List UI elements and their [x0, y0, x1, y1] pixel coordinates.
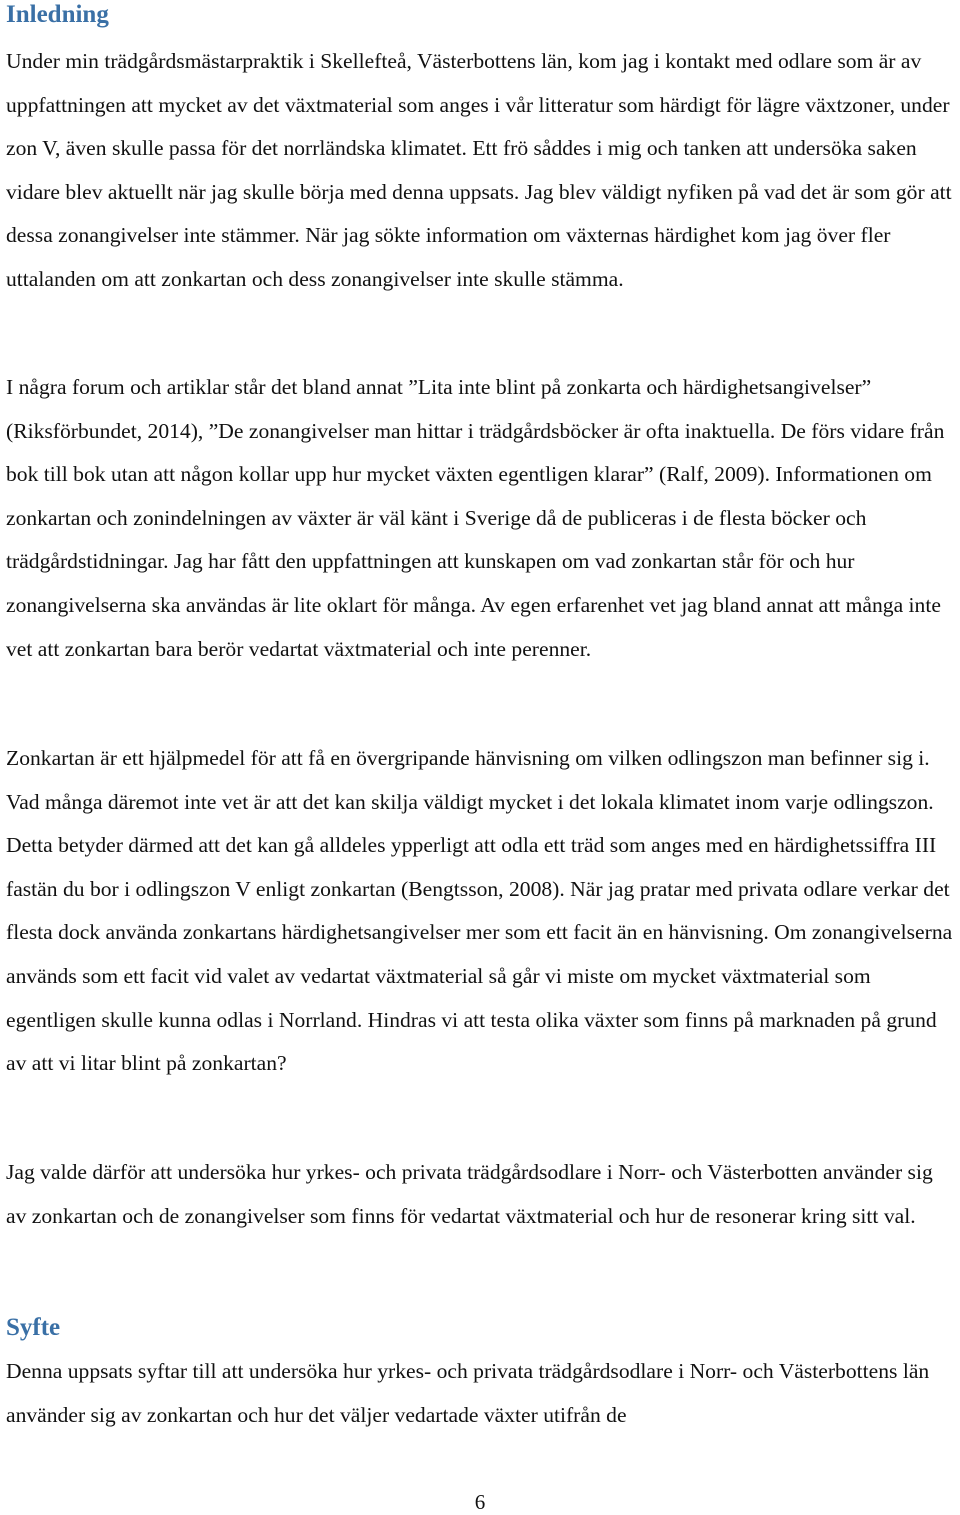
paragraph-intro-3: Zonkartan är ett hjälpmedel för att få en övergripande hänvisning om vilken odlingszon man befinner sig i. Vad många däremot inte vet är att det kan skilja väldigt mycket i det lokala klimatet inom varje odlingszon. Detta betyder därmed att det kan gå alldeles ypperligt att odla ett träd som anges med en härdighetssiffra III fastän du bor i odlingszon V enligt zonkartan (Bengtsson, 2008). När jag pratar med privata odlare verkar det flesta dock använda zonkartans härdighetsangivelser mer som ett facit än en hänvisning. Om zonangivelserna används som ett facit vid valet av vedartat växtmaterial så går vi miste om mycket växtmaterial som egentligen skulle kunna odlas i Norrland. Hindras vi att testa olika växter som finns på marknaden på grund av att vi litar blint på zonkartan?	[6, 746, 953, 1076]
paragraph-intro-4: Jag valde därför att undersöka hur yrkes- och privata trädgårdsodlare i Norr- och Västerbotten använder sig av zonkartan och de zonangivelser som finns för vedartat växtmaterial och hur de resonerar kring sitt val.	[6, 1160, 933, 1228]
page-number: 6	[474, 1490, 486, 1514]
paragraph-intro-2: I några forum och artiklar står det bland annat ”Lita inte blint på zonkarta och härdighetsangivelser” (Riksförbundet, 2014), ”De zonangivelser man hittar i trädgårdsböcker är ofta inaktuella. De förs vidare från bok till bok utan att någon kollar upp hur mycket växten egentligen klarar” (Ralf, 2009). Informationen om zonkartan och zonindelningen av växter är väl känt i Sverige då de publiceras i de flesta böcker och trädgårdstidningar. Jag har fått den uppfattningen att kunskapen om vad zonkartan står för och hur zonangivelserna ska användas är lite oklart för många. Av egen erfarenhet vet jag bland annat att många inte vet att zonkartan bara berör vedartat växtmaterial och inte perenner.	[6, 375, 945, 661]
paragraph-intro-1: Under min trädgårdsmästarpraktik i Skellefteå, Västerbottens län, kom jag i kontakt med odlare som är av uppfattningen att mycket av det växtmaterial som anges i vår litteratur som härdigt för lägre växtzoner, under zon V, även skulle passa för det norrländska klimatet. Ett frö såddes i mig och tanken att undersöka saken vidare blev aktuellt när jag skulle börja med denna uppsats. Jag blev väldigt nyfiken på vad det är som gör att dessa zonangivelser inte stämmer. När jag sökte information om växternas härdighet kom jag över fler uttalanden om att zonkartan och dess zonangivelser inte skulle stämma.	[6, 49, 952, 291]
section-heading-inledning: Inledning	[6, 1, 109, 28]
paragraph-purpose-1: Denna uppsats syftar till att undersöka hur yrkes- och privata trädgårdsodlare i Norr- och Västerbottens län använder sig av zonkartan och hur det väljer vedartade växter utifrån de	[6, 1359, 930, 1427]
section-heading-syfte: Syfte	[6, 1314, 61, 1341]
